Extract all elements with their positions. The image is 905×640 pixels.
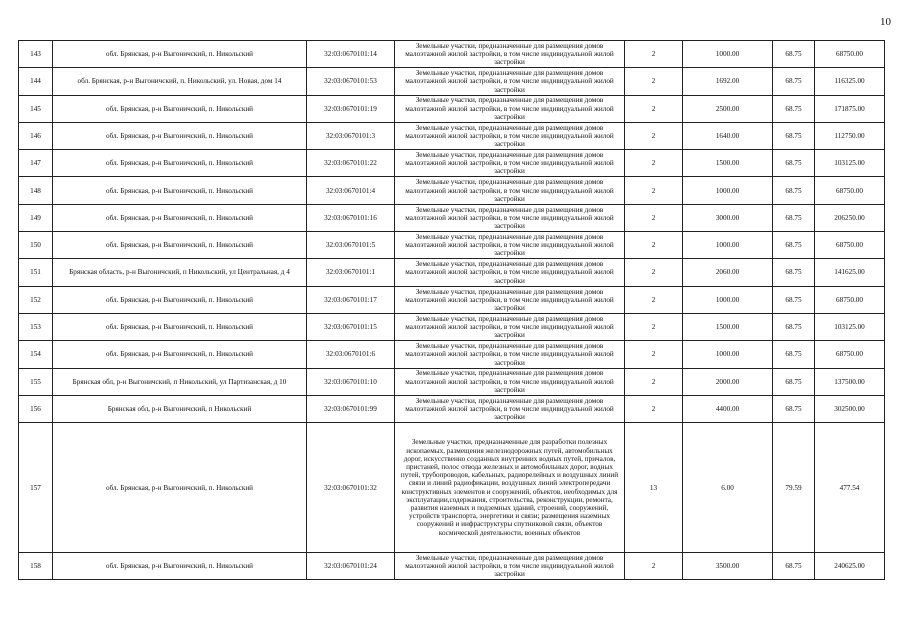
area-cell: 2060.00 <box>683 259 773 286</box>
land-registry-table <box>18 40 885 580</box>
cadastral-number-cell: 32:03:0670101:3 <box>307 122 395 149</box>
row-number-cell: 145 <box>19 95 53 122</box>
rate-cell: 68.75 <box>773 286 815 313</box>
category-code-cell: 2 <box>625 368 683 395</box>
land-use-cell: Земельные участки, предназначенные для размещения домов малоэтажной жилой застройки, в том числе индивидуальной жилой застройки <box>395 313 625 340</box>
row-number-cell: 149 <box>19 204 53 231</box>
land-use-cell: Земельные участки, предназначенные для разработки полезных ископаемых, размещения железнодорожных путей, автомобильных дорог, искусственно созданных внутренних водных путей, причалов, пристаней, полос отвода железных и автомобильных дорог, водных путей, трубопроводов, кабельных, радиорелейных и воздушных линий связи и линий радиофикации, воздушных линий электропередачи конструктивных элементов и сооружений, объектов, необходимых для эксплуатации,содержания, строительства, реконструкции, ремонта, развития наземных и подземных зданий, строений, сооружений, устройств транспорта, энергетики и связи; размещения наземных сооружений и инфраструктуры спутниковой связи, объектов космической деятельности, военных объектов <box>395 423 625 553</box>
row-number-cell: 148 <box>19 177 53 204</box>
row-number-cell: 153 <box>19 313 53 340</box>
cadastral-number-cell: 32:03:0670101:22 <box>307 150 395 177</box>
table-body <box>19 41 885 580</box>
row-number-cell: 156 <box>19 395 53 422</box>
rate-cell: 68.75 <box>773 41 815 68</box>
cadastral-number-cell: 32:03:0670101:1 <box>307 259 395 286</box>
cadastral-value-cell: 171875.00 <box>815 95 885 122</box>
cadastral-number-cell: 32:03:0670101:53 <box>307 68 395 95</box>
cadastral-value-cell: 477.54 <box>815 423 885 553</box>
area-cell: 3500.00 <box>683 553 773 580</box>
category-code-cell: 13 <box>625 423 683 553</box>
cadastral-number-cell: 32:03:0670101:15 <box>307 313 395 340</box>
address-cell: обл. Брянская, р-н Выгоничский, п. Никольский <box>53 177 307 204</box>
rate-cell: 68.75 <box>773 553 815 580</box>
category-code-cell: 2 <box>625 122 683 149</box>
area-cell: 1000.00 <box>683 232 773 259</box>
row-number-cell: 150 <box>19 232 53 259</box>
category-code-cell: 2 <box>625 95 683 122</box>
row-number-cell: 154 <box>19 341 53 368</box>
table-row <box>19 177 885 204</box>
cadastral-value-cell: 103125.00 <box>815 313 885 340</box>
land-use-cell: Земельные участки, предназначенные для размещения домов малоэтажной жилой застройки, в том числе индивидуальной жилой застройки <box>395 368 625 395</box>
row-number-cell: 151 <box>19 259 53 286</box>
area-cell: 1000.00 <box>683 177 773 204</box>
row-number-cell: 158 <box>19 553 53 580</box>
land-use-cell: Земельные участки, предназначенные для размещения домов малоэтажной жилой застройки, в том числе индивидуальной жилой застройки <box>395 150 625 177</box>
address-cell: обл. Брянская, р-н Выгоничский, п. Никольский <box>53 286 307 313</box>
area-cell: 1500.00 <box>683 313 773 340</box>
row-number-cell: 146 <box>19 122 53 149</box>
category-code-cell: 2 <box>625 259 683 286</box>
area-cell: 1500.00 <box>683 150 773 177</box>
table-row <box>19 313 885 340</box>
rate-cell: 68.75 <box>773 177 815 204</box>
category-code-cell: 2 <box>625 204 683 231</box>
cadastral-number-cell: 32:03:0670101:16 <box>307 204 395 231</box>
cadastral-number-cell: 32:03:0670101:14 <box>307 41 395 68</box>
cadastral-value-cell: 68750.00 <box>815 177 885 204</box>
table-row <box>19 341 885 368</box>
address-cell: обл. Брянская, р-н Выгоничский, п. Никольский <box>53 423 307 553</box>
cadastral-value-cell: 112750.00 <box>815 122 885 149</box>
row-number-cell: 155 <box>19 368 53 395</box>
area-cell: 2500.00 <box>683 95 773 122</box>
land-use-cell: Земельные участки, предназначенные для размещения домов малоэтажной жилой застройки, в том числе индивидуальной жилой застройки <box>395 68 625 95</box>
category-code-cell: 2 <box>625 41 683 68</box>
address-cell: обл. Брянская, р-н Выгоничский, п. Никольский <box>53 553 307 580</box>
land-use-cell: Земельные участки, предназначенные для размещения домов малоэтажной жилой застройки, в том числе индивидуальной жилой застройки <box>395 286 625 313</box>
address-cell: Брянская обл, р-н Выгоничский, п Никольский, ул Партизанская, д 10 <box>53 368 307 395</box>
cadastral-value-cell: 137500.00 <box>815 368 885 395</box>
cadastral-number-cell: 32:03:0670101:6 <box>307 341 395 368</box>
land-use-cell: Земельные участки, предназначенные для размещения домов малоэтажной жилой застройки, в том числе индивидуальной жилой застройки <box>395 341 625 368</box>
cadastral-value-cell: 68750.00 <box>815 232 885 259</box>
cadastral-value-cell: 240625.00 <box>815 553 885 580</box>
rate-cell: 68.75 <box>773 341 815 368</box>
cadastral-number-cell: 32:03:0670101:32 <box>307 423 395 553</box>
rate-cell: 68.75 <box>773 368 815 395</box>
table-row <box>19 286 885 313</box>
address-cell: обл. Брянская, р-н Выгоничский, п. Никольский <box>53 150 307 177</box>
address-cell: обл. Брянская, р-н Выгоничский, п. Никольский <box>53 204 307 231</box>
rate-cell: 68.75 <box>773 122 815 149</box>
address-cell: обл. Брянская, р-н Выгоничский, п. Никольский <box>53 232 307 259</box>
rate-cell: 68.75 <box>773 232 815 259</box>
cadastral-number-cell: 32:03:0670101:19 <box>307 95 395 122</box>
table-row <box>19 150 885 177</box>
category-code-cell: 2 <box>625 395 683 422</box>
cadastral-number-cell: 32:03:0670101:17 <box>307 286 395 313</box>
land-use-cell: Земельные участки, предназначенные для размещения домов малоэтажной жилой застройки, в том числе индивидуальной жилой застройки <box>395 259 625 286</box>
rate-cell: 68.75 <box>773 95 815 122</box>
address-cell: обл. Брянская, р-н Выгоничский, п. Никольский <box>53 341 307 368</box>
address-cell: Брянская область, р-н Выгоничский, п Никольский, ул Центральная, д 4 <box>53 259 307 286</box>
cadastral-value-cell: 68750.00 <box>815 41 885 68</box>
area-cell: 2000.00 <box>683 368 773 395</box>
table-row <box>19 95 885 122</box>
address-cell: обл. Брянская, р-н Выгоничский, п. Никольский <box>53 95 307 122</box>
row-number-cell: 147 <box>19 150 53 177</box>
cadastral-value-cell: 68750.00 <box>815 286 885 313</box>
page-number: 10 <box>880 16 891 28</box>
row-number-cell: 152 <box>19 286 53 313</box>
table-row <box>19 122 885 149</box>
land-use-cell: Земельные участки, предназначенные для размещения домов малоэтажной жилой застройки, в том числе индивидуальной жилой застройки <box>395 395 625 422</box>
rate-cell: 68.75 <box>773 150 815 177</box>
land-use-cell: Земельные участки, предназначенные для размещения домов малоэтажной жилой застройки, в том числе индивидуальной жилой застройки <box>395 204 625 231</box>
rate-cell: 68.75 <box>773 68 815 95</box>
rate-cell: 68.75 <box>773 259 815 286</box>
area-cell: 1000.00 <box>683 341 773 368</box>
cadastral-number-cell: 32:03:0670101:4 <box>307 177 395 204</box>
table-row <box>19 232 885 259</box>
category-code-cell: 2 <box>625 150 683 177</box>
area-cell: 4400.00 <box>683 395 773 422</box>
row-number-cell: 144 <box>19 68 53 95</box>
cadastral-number-cell: 32:03:0670101:5 <box>307 232 395 259</box>
row-number-cell: 157 <box>19 423 53 553</box>
land-use-cell: Земельные участки, предназначенные для размещения домов малоэтажной жилой застройки, в том числе индивидуальной жилой застройки <box>395 41 625 68</box>
category-code-cell: 2 <box>625 232 683 259</box>
table-row <box>19 204 885 231</box>
area-cell: 3000.00 <box>683 204 773 231</box>
category-code-cell: 2 <box>625 286 683 313</box>
table-row <box>19 395 885 422</box>
land-use-cell: Земельные участки, предназначенные для размещения домов малоэтажной жилой застройки, в том числе индивидуальной жилой застройки <box>395 232 625 259</box>
table-row <box>19 553 885 580</box>
address-cell: обл. Брянская, р-н Выгоничский, п. Никольский <box>53 313 307 340</box>
area-cell: 1640.00 <box>683 122 773 149</box>
cadastral-value-cell: 141625.00 <box>815 259 885 286</box>
address-cell: обл. Брянская, р-н Выгоничский, п. Никольский, ул. Новая, дом 14 <box>53 68 307 95</box>
rate-cell: 68.75 <box>773 395 815 422</box>
area-cell: 1000.00 <box>683 41 773 68</box>
address-cell: Брянская обл, р-н Выгоничский, п Никольский <box>53 395 307 422</box>
land-use-cell: Земельные участки, предназначенные для размещения домов малоэтажной жилой застройки, в том числе индивидуальной жилой застройки <box>395 177 625 204</box>
land-use-cell: Земельные участки, предназначенные для размещения домов малоэтажной жилой застройки, в том числе индивидуальной жилой застройки <box>395 122 625 149</box>
category-code-cell: 2 <box>625 553 683 580</box>
table-row <box>19 41 885 68</box>
category-code-cell: 2 <box>625 68 683 95</box>
cadastral-number-cell: 32:03:0670101:10 <box>307 368 395 395</box>
row-number-cell: 143 <box>19 41 53 68</box>
area-cell: 6.00 <box>683 423 773 553</box>
cadastral-number-cell: 32:03:0670101:24 <box>307 553 395 580</box>
cadastral-number-cell: 32:03:0670101:99 <box>307 395 395 422</box>
area-cell: 1000.00 <box>683 286 773 313</box>
land-use-cell: Земельные участки, предназначенные для размещения домов малоэтажной жилой застройки, в том числе индивидуальной жилой застройки <box>395 95 625 122</box>
land-use-cell: Земельные участки, предназначенные для размещения домов малоэтажной жилой застройки, в том числе индивидуальной жилой застройки <box>395 553 625 580</box>
table-row <box>19 68 885 95</box>
address-cell: обл. Брянская, р-н Выгоничский, п. Никольский <box>53 41 307 68</box>
category-code-cell: 2 <box>625 341 683 368</box>
category-code-cell: 2 <box>625 313 683 340</box>
rate-cell: 68.75 <box>773 204 815 231</box>
cadastral-value-cell: 116325.00 <box>815 68 885 95</box>
rate-cell: 68.75 <box>773 313 815 340</box>
area-cell: 1692.00 <box>683 68 773 95</box>
cadastral-value-cell: 68750.00 <box>815 341 885 368</box>
address-cell: обл. Брянская, р-н Выгоничский, п. Никольский <box>53 122 307 149</box>
rate-cell: 79.59 <box>773 423 815 553</box>
category-code-cell: 2 <box>625 177 683 204</box>
table-row <box>19 368 885 395</box>
cadastral-value-cell: 206250.00 <box>815 204 885 231</box>
cadastral-value-cell: 103125.00 <box>815 150 885 177</box>
table-row <box>19 423 885 553</box>
table-row <box>19 259 885 286</box>
cadastral-value-cell: 302500.00 <box>815 395 885 422</box>
